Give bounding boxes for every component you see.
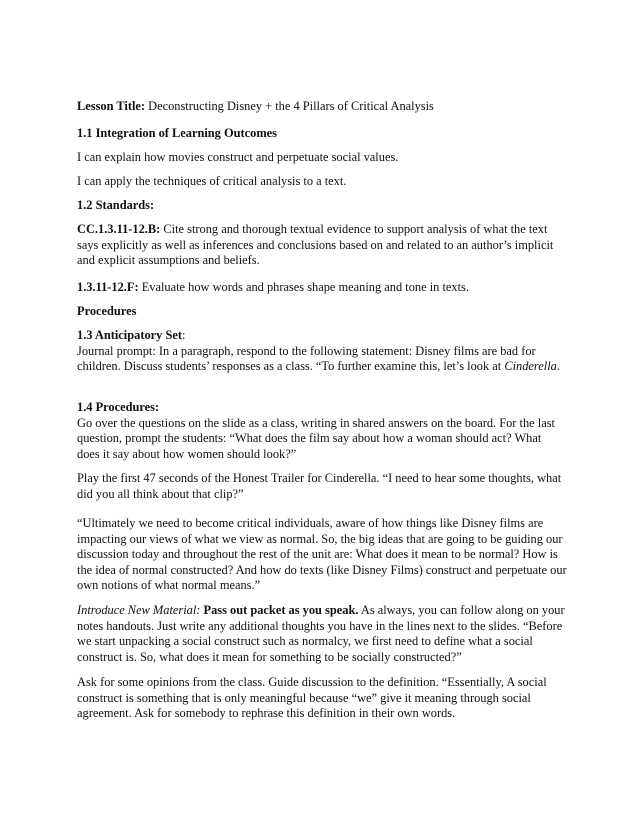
procedures-paragraph-1: Go over the questions on the slide as a class, writing in shared answers on the board. For the last question, prompt the students: “What does the film say about how a woman should act? What does it say about how women should look?” — [77, 415, 555, 461]
intro-bold: Pass out packet as you speak. — [200, 603, 359, 617]
procedures-subheading: 1.4 Procedures: — [77, 400, 160, 414]
introduce-new-material — [77, 603, 567, 665]
lesson-title — [77, 99, 567, 115]
outcomes-heading: 1.1 Integration of Learning Outcomes — [77, 126, 277, 140]
standard-1-text: Cite strong and thorough textual evidence to support analysis of what the text says explicitly as well as inferences and conclusions based on and related to an author’s implicit and explicit assumptions and beliefs. — [77, 222, 554, 267]
anticipatory-set: 1.3 Anticipatory Set: Journal prompt: In a paragraph, respond to the following statement: Disney films are bad for children. Discuss students’ responses as a class. “To further examine this, let’s look at Cinderella. — [77, 328, 560, 373]
anticipatory-text: Journal prompt: In a paragraph, respond to the following statement: Disney films are bad for children. Discuss students’ responses as a class. “To further examine this, let’s look at — [77, 343, 536, 373]
anticipatory-heading: 1.3 Anticipatory Set — [77, 328, 182, 342]
anticipatory-film: Cinderella — [504, 359, 557, 373]
lesson-title-value: Deconstructing Disney + the 4 Pillars of Critical Analysis — [145, 99, 434, 113]
procedures-section — [77, 400, 567, 462]
standard-1-code: CC.1.3.11-12.B: — [77, 222, 161, 236]
standards-heading: 1.2 Standards: — [77, 198, 155, 212]
outcome-line-1: I can explain how movies construct and perpetuate social values. — [77, 150, 399, 164]
intro-label: Introduce New Material: — [77, 603, 201, 617]
lesson-title-label: Lesson Title: — [77, 99, 146, 113]
procedures-heading: Procedures — [77, 304, 137, 318]
standard-2-code: 1.3.11-12.F: — [77, 280, 139, 294]
standard-2 — [77, 280, 567, 296]
intro-text: As always, you can follow along on your notes handouts. Just write any additional thoughts you have in the lines next to the slides. “Before we start unpacking a social construct such as normalcy, we first need to define what a social construct is. So, what does it mean for something to be socially constructed?” — [77, 603, 565, 664]
outcome-line-2: I can apply the techniques of critical analysis to a text. — [77, 174, 347, 188]
procedures-paragraph-2: Play the first 47 seconds of the Honest Trailer for Cinderella. “I need to hear some thoughts, what did you all think about that clip?” — [77, 471, 562, 501]
standard-1 — [77, 222, 567, 269]
standard-2-text: Evaluate how words and phrases shape meaning and tone in texts. — [138, 280, 469, 294]
procedures-paragraph-5: Ask for some opinions from the class. Guide discussion to the definition. “Essentially, A social construct is something that is only meaningful because “we” give it meaning through social agreement. Ask for somebody to rephrase this definition in their own words. — [77, 675, 547, 720]
procedures-paragraph-3: “Ultimately we need to become critical individuals, aware of how things like Disney films are impacting our views of what we view as normal. So, the big ideas that are going to be guiding our discussion today and throughout the rest of the unit are: What does it mean to be normal? How is the idea of normal constructed? And how do texts (like Disney Films) construct and perpetuate our own notions of what normal means.” — [77, 516, 567, 592]
